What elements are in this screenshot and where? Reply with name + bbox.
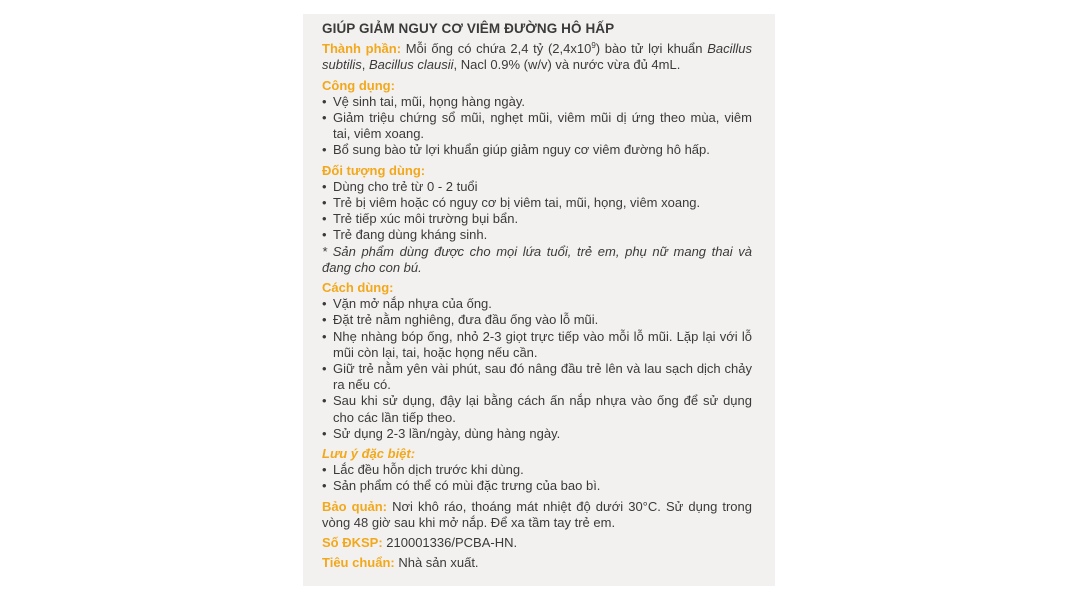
- list-item: • Trẻ bị viêm hoặc có nguy cơ bị viêm tai, mũi, họng, viêm xoang.: [322, 195, 752, 211]
- audience-label: Đối tượng dùng:: [322, 162, 426, 178]
- product-info-content: [322, 21, 752, 576]
- audience-note: * Sản phẩm dùng được cho mọi lứa tuổi, trẻ em, phụ nữ mang thai và đang cho con bú.: [322, 243, 752, 275]
- ingredients-section: [322, 41, 752, 73]
- ingredients-text-3: , Nacl 0.9% (w/v) và nước vừa đủ 4mL.: [453, 57, 681, 73]
- ingredients-text-2: ) bào tử lợi khuẩn: [595, 41, 708, 57]
- storage-section: [322, 499, 752, 531]
- directions-label: Cách dùng:: [322, 280, 394, 296]
- ingredients-label: Thành phần:: [322, 41, 402, 57]
- uses-list: [322, 94, 752, 159]
- list-item: • Nhẹ nhàng bóp ống, nhỏ 2-3 giọt trực tiếp vào mỗi lỗ mũi. Lặp lại với lỗ mũi còn lại, tai, hoặc họng nếu cần.: [322, 329, 752, 361]
- list-item: • Sử dụng 2-3 lần/ngày, dùng hàng ngày.: [322, 426, 752, 442]
- list-item: • Lắc đều hỗn dịch trước khi dùng.: [322, 462, 752, 478]
- special-notes-section: [322, 446, 752, 495]
- list-item: • Vặn mở nắp nhựa của ống.: [322, 296, 752, 312]
- ingredients-separator: ,: [361, 57, 369, 73]
- ingredients-text-1: Mỗi ống có chứa 2,4 tỷ (2,4x10: [401, 41, 592, 57]
- list-item: • Sau khi sử dụng, đậy lại bằng cách ấn nắp nhựa vào ống để sử dụng cho các lần tiếp theo.: [322, 393, 752, 425]
- standard-text: Nhà sản xuất.: [394, 555, 479, 571]
- list-item: • Bổ sung bào tử lợi khuẩn giúp giảm nguy cơ viêm đường hô hấp.: [322, 142, 752, 158]
- audience-section: [322, 163, 752, 276]
- uses-label: Công dụng:: [322, 77, 395, 93]
- list-item: • Đặt trẻ nằm nghiêng, đưa đầu ống vào lỗ mũi.: [322, 312, 752, 328]
- product-info-panel: [303, 14, 775, 586]
- list-item: • Giảm triệu chứng sổ mũi, nghẹt mũi, viêm mũi dị ứng theo mùa, viêm tai, viêm xoang.: [322, 110, 752, 142]
- standard-label: Tiêu chuẩn:: [322, 555, 395, 571]
- uses-section: [322, 78, 752, 159]
- list-item: • Trẻ đang dùng kháng sinh.: [322, 227, 752, 243]
- list-item: • Dùng cho trẻ từ 0 - 2 tuổi: [322, 179, 752, 195]
- standard-section: [322, 555, 752, 571]
- page-title: GIÚP GIẢM NGUY CƠ VIÊM ĐƯỜNG HÔ HẤP: [322, 21, 615, 36]
- list-item: • Sản phẩm có thể có mùi đặc trưng của bao bì.: [322, 478, 752, 494]
- audience-list: [322, 179, 752, 244]
- list-item: • Trẻ tiếp xúc môi trường bụi bẩn.: [322, 211, 752, 227]
- directions-list: [322, 296, 752, 442]
- storage-text: Nơi khô ráo, thoáng mát nhiệt độ dưới 30°C. Sử dụng trong vòng 48 giờ sau khi mở nắp. Để xa tầm tay trẻ em.: [322, 498, 752, 530]
- species-bacillus-subtilis: Bacillus subtilis: [322, 41, 752, 73]
- registration-section: [322, 535, 752, 551]
- directions-section: [322, 280, 752, 442]
- list-item: • Giữ trẻ nằm yên vài phút, sau đó nâng đầu trẻ lên và lau sạch dịch chảy ra nếu có.: [322, 361, 752, 393]
- ingredients-exponent: 9: [591, 41, 596, 51]
- list-item: • Vệ sinh tai, mũi, họng hàng ngày.: [322, 94, 752, 110]
- registration-label: Số ĐKSP:: [322, 535, 383, 551]
- storage-label: Bảo quản:: [322, 498, 388, 514]
- species-bacillus-clausii: Bacillus clausii: [368, 57, 454, 73]
- registration-number: 210001336/PCBA-HN.: [382, 535, 518, 551]
- special-notes-label: Lưu ý đặc biệt:: [322, 446, 416, 462]
- special-notes-list: [322, 462, 752, 494]
